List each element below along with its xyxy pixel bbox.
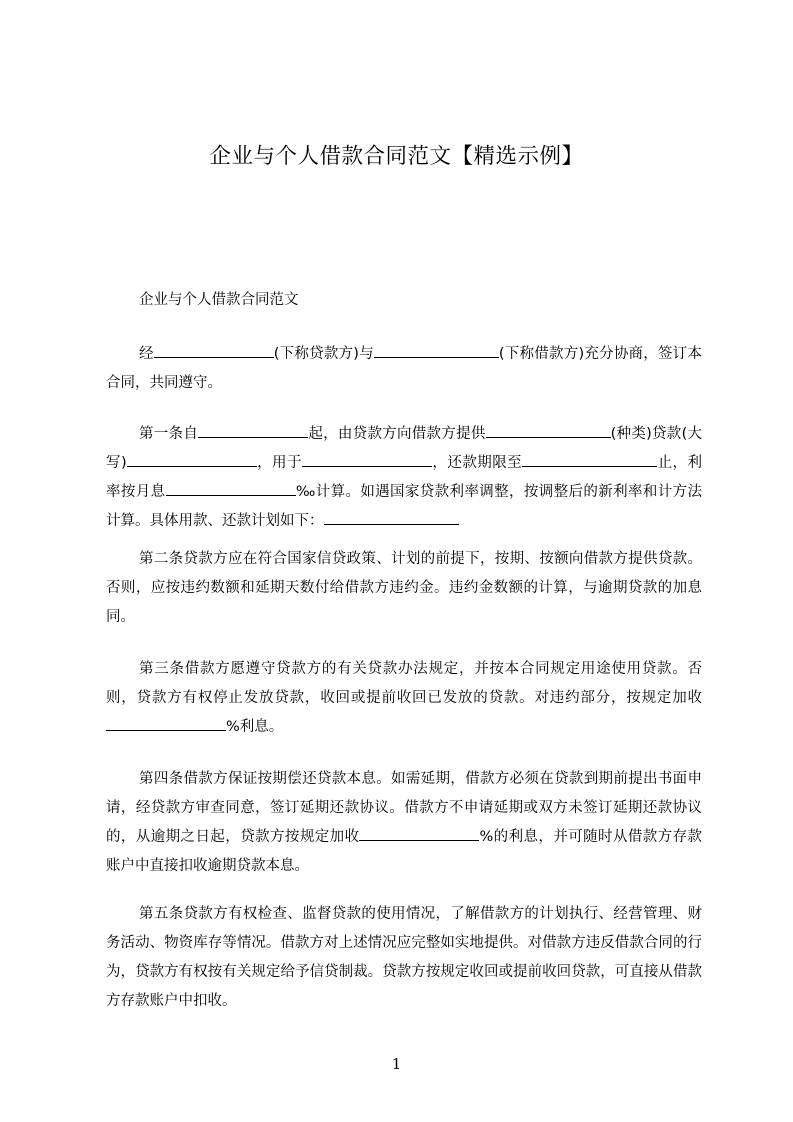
blank-monthly-interest [166,480,296,496]
blank-lender-name [154,342,274,358]
paragraph-preamble [106,340,702,398]
paragraph-text: 第三条借款方愿遵守贷款方的有关贷款办法规定，并按本合同规定用途使用贷款。否则，贷款方有权停止发放贷款，收回或提前收回已发放的贷款。对违约部分，按规定加收 [106,661,702,706]
paragraph-text: (下称借款方)充分协商，签订本合同，共同遵守。 [106,346,702,391]
document-subtitle: 企业与个人借款合同范文 [139,292,299,308]
blank-repayment-plan [324,509,459,525]
paragraph-text: (下称贷款方)与 [273,346,374,362]
paragraph-article-5: 第五条贷款方有权检查、监督贷款的使用情况，了解借款方的计划执行、经营管理、财务活动、物资库存等情况。借款方对上述情况应完整如实地提供。对借款方违反借款合同的行为，贷款方有权按有关规定给予信贷制裁。贷款方按规定收回或提前收回贷款，可直接从借款方存款账户中扣收。 [106,906,702,1009]
paragraph-text: %的利息，并可随时从借款方存款账户中直接扣收逾期贷款本息。 [106,829,703,874]
paragraph-text: (种类)贷款(大写) [106,426,702,471]
blank-amount-uppercase [127,451,257,467]
blank-loan-type [486,422,611,438]
paragraph-text: 第一条自 [139,426,199,442]
blank-repayment-deadline [522,451,657,467]
paragraph-text: 经 [139,346,154,362]
paragraph-text: ，用于 [256,455,302,471]
page-number: 1 [391,1055,402,1073]
paragraph-text: 第四条借款方保证按期偿还贷款本息。如需延期，借款方必须在贷款到期前提出书面申请，经贷款方审查同意，签订延期还款协议。借款方不申请延期或双方未签订延期还款协议的，从逾期之日起，贷款方按规定加收 [106,771,702,845]
blank-start-date [198,422,308,438]
paragraph-article-2: 第二条贷款方应在符合国家信贷政策、计划的前提下，按期、按额向借款方提供贷款。否则，应按违约数额和延期天数付给借款方违约金。违约金数额的计算，与逾期贷款的加息同。 [106,551,702,625]
paragraph-article-1 [106,420,702,536]
paragraph-text: %利息。 [226,719,284,735]
paragraph-text: 止，利率按月息 [106,455,703,500]
paragraph-text: 起，由贷款方向借款方提供 [308,426,486,442]
blank-overdue-rate [359,825,479,841]
blank-penalty-rate [106,715,226,731]
paragraph-text: ‰计算。如遇国家贷款利率调整，按调整后的新利率和计方法计算。具体用款、还款计划如下： [106,484,702,529]
paragraph-article-4 [106,765,702,881]
paragraph-article-3 [106,655,702,742]
paragraph-text: ，还款期限至 [431,455,523,471]
blank-borrower-name [374,342,499,358]
blank-purpose [302,451,432,467]
document-title: 企业与个人借款合同范文【精选示例】 [209,144,584,169]
